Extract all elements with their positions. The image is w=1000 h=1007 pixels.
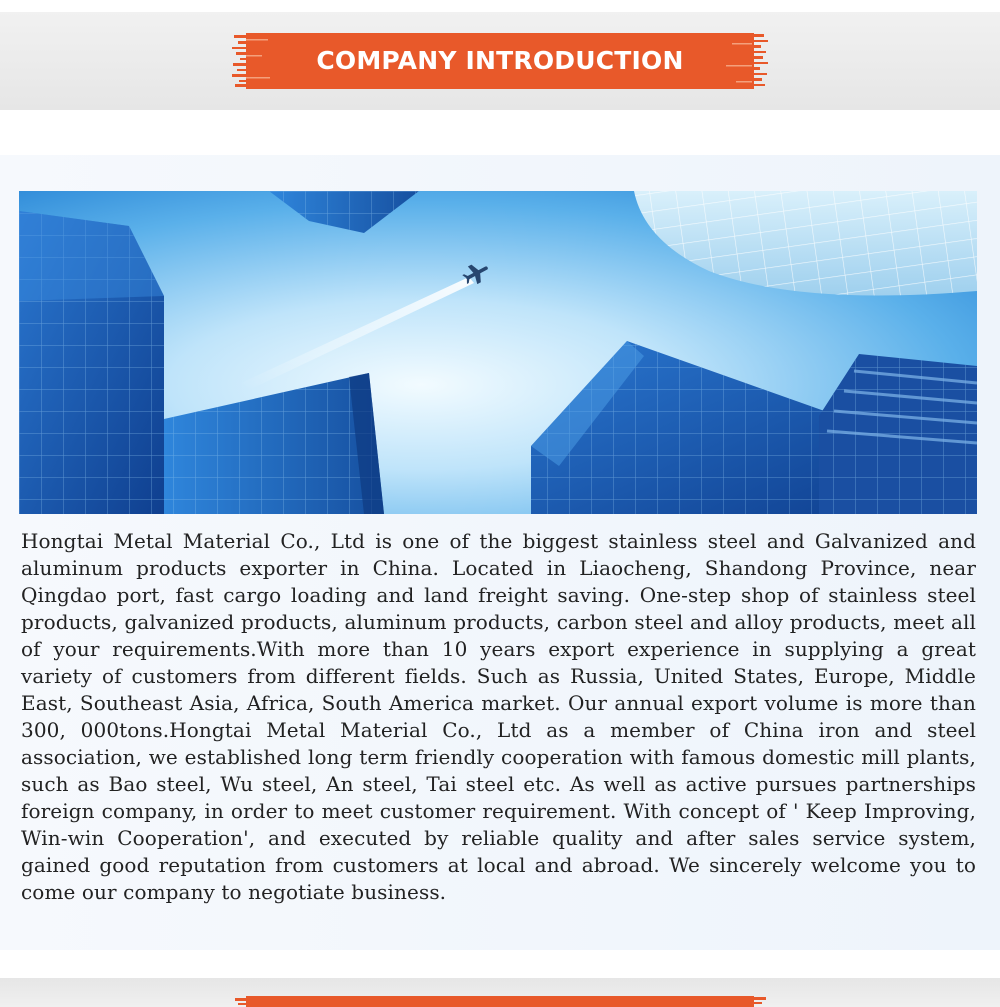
hero-image xyxy=(19,191,977,514)
next-section-banner xyxy=(232,996,768,1007)
skyscrapers-airplane-illustration xyxy=(19,191,977,514)
page-title: COMPANY INTRODUCTION xyxy=(316,46,684,75)
brush-stroke-banner-partial xyxy=(232,996,768,1007)
company-introduction-text: Hongtai Metal Material Co., Ltd is one of the biggest stainless steel and Galvanized and aluminum products exporter in China. Located in Liaocheng, Shandong Province, near Qingdao port, fast cargo loading and land freight saving. One-step shop of stainless steel products, galvanized products, aluminum products, carbon steel and alloy products, meet all of your requirements.With more than 10 years export experience in supplying a great variety of customers from different fields. Such as Russia, United States, Europe, Middle East, Southeast Asia, Africa, South America market. Our annual export volume is more than 300, 000tons.Hongtai Metal Material Co., Ltd as a member of China iron and steel association, we established long term friendly cooperation with famous domestic mill plants, such as Bao steel, Wu steel, An steel, Tai steel etc. As well as active pursues partnerships foreign company, in order to meet customer requirement. With concept of ' Keep Improving, Win-win Cooperation', and executed by reliable quality and after sales service system, gained good reputation from customers at local and abroad. We sincerely welcome you to come our company to negotiate business. xyxy=(21,529,976,904)
section-banner xyxy=(232,33,768,89)
